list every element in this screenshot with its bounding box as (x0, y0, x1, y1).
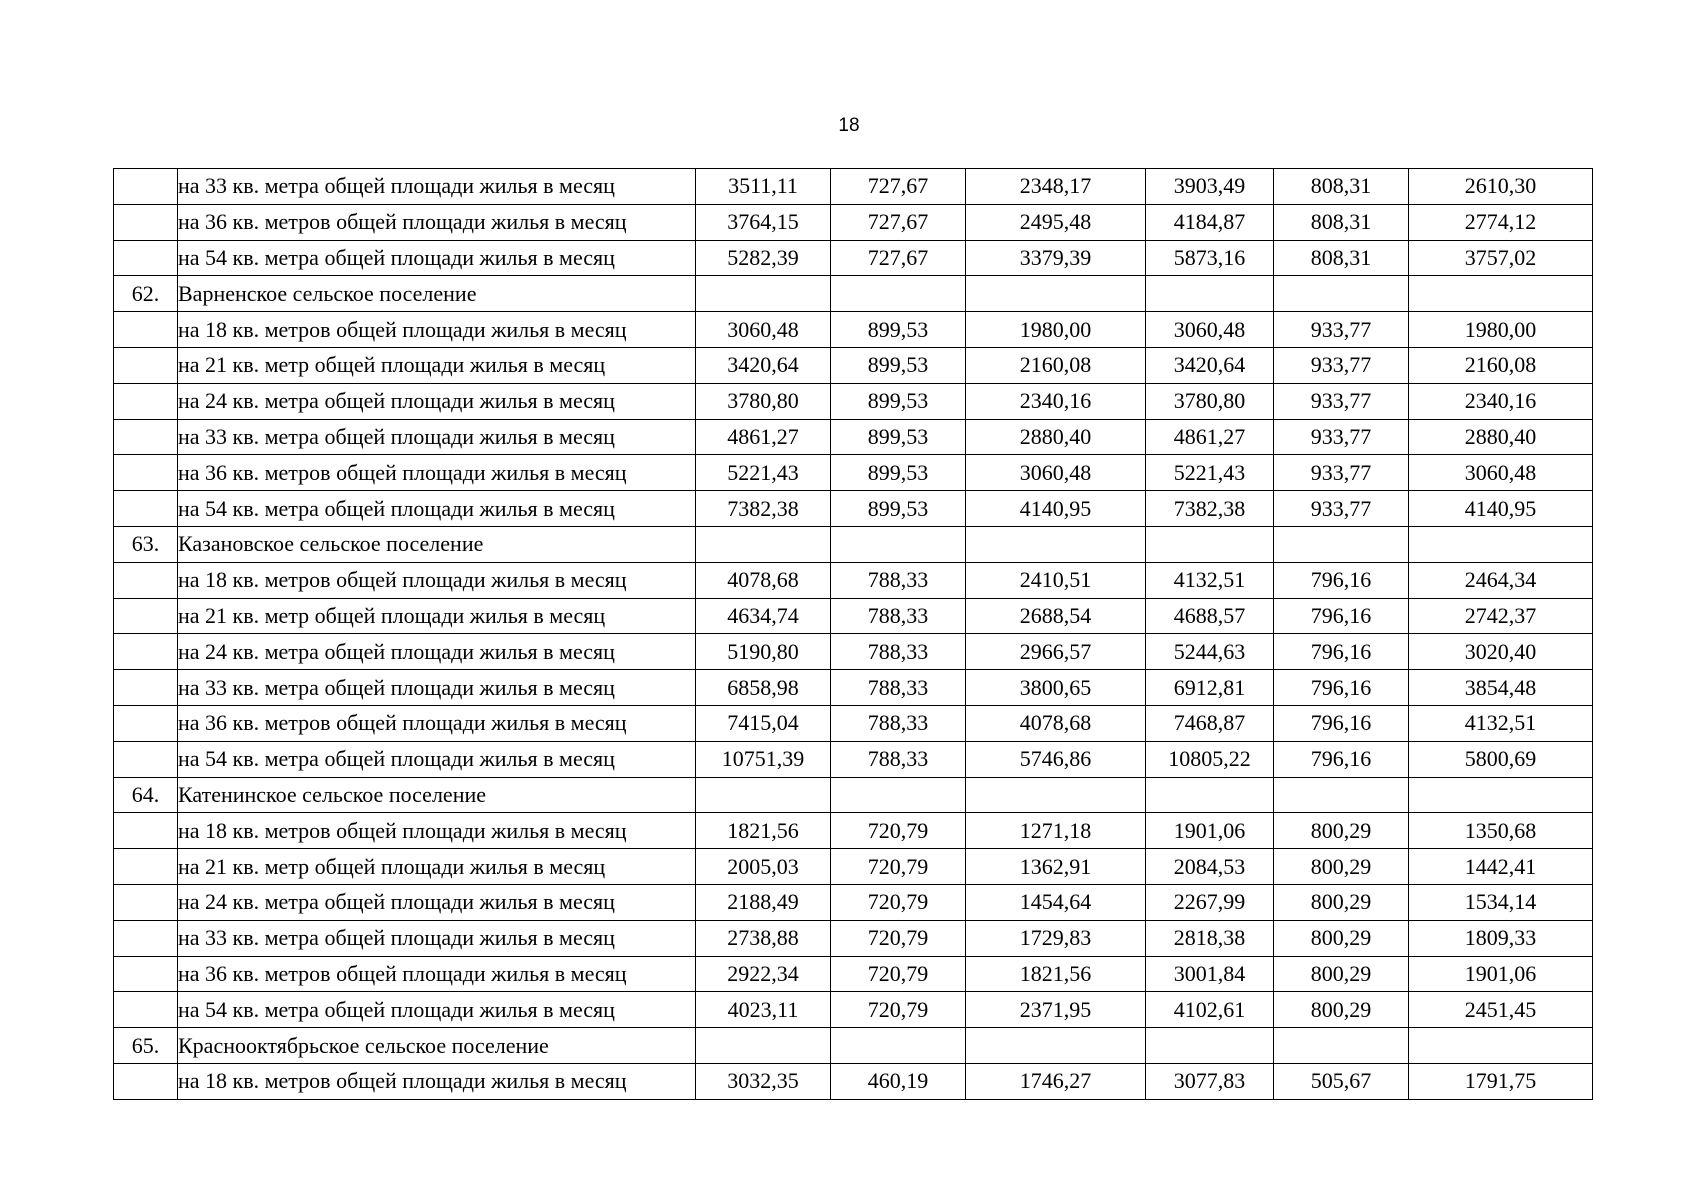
value-cell-col-4: 2818,38 (1146, 920, 1274, 956)
value-cell-col-2: 720,79 (831, 813, 966, 849)
value-cell-col-4: 5221,43 (1146, 455, 1274, 491)
value-cell-col-5: 800,29 (1274, 849, 1409, 885)
row-number-cell (114, 1063, 178, 1099)
settlement-name-cell: Катенинское сельское поселение (178, 777, 696, 813)
value-cell-col-3: 3379,39 (966, 240, 1146, 276)
value-cell-col-5 (1274, 1028, 1409, 1064)
value-cell-col-5: 933,77 (1274, 455, 1409, 491)
value-cell-col-2: 899,53 (831, 312, 966, 348)
norm-description-cell: на 33 кв. метра общей площади жилья в месяц (178, 419, 696, 455)
value-cell-col-4 (1146, 276, 1274, 312)
value-cell-col-1: 6858,98 (696, 670, 831, 706)
value-cell-col-4: 3060,48 (1146, 312, 1274, 348)
settlement-name-cell: Казановское сельское поселение (178, 526, 696, 562)
table-row (114, 383, 1593, 419)
table-row (114, 562, 1593, 598)
value-cell-col-6: 2610,30 (1409, 169, 1593, 205)
value-cell-col-4: 3780,80 (1146, 383, 1274, 419)
value-cell-col-3: 1746,27 (966, 1063, 1146, 1099)
norm-description-cell: на 33 кв. метра общей площади жилья в месяц (178, 920, 696, 956)
row-number-cell: 63. (114, 526, 178, 562)
value-cell-col-1: 7382,38 (696, 491, 831, 527)
row-number-cell (114, 849, 178, 885)
value-cell-col-3 (966, 1028, 1146, 1064)
norm-description-cell: на 33 кв. метра общей площади жилья в месяц (178, 670, 696, 706)
value-cell-col-4 (1146, 1028, 1274, 1064)
norm-description-cell: на 18 кв. метров общей площади жилья в месяц (178, 312, 696, 348)
value-cell-col-2: 720,79 (831, 884, 966, 920)
value-cell-col-5: 808,31 (1274, 240, 1409, 276)
value-cell-col-3: 2966,57 (966, 634, 1146, 670)
value-cell-col-4: 5244,63 (1146, 634, 1274, 670)
value-cell-col-2: 788,33 (831, 705, 966, 741)
row-number-cell (114, 240, 178, 276)
value-cell-col-3: 1454,64 (966, 884, 1146, 920)
table-row (114, 849, 1593, 885)
value-cell-col-2 (831, 1028, 966, 1064)
value-cell-col-5: 796,16 (1274, 634, 1409, 670)
row-number-cell (114, 383, 178, 419)
value-cell-col-3: 2348,17 (966, 169, 1146, 205)
value-cell-col-3: 1271,18 (966, 813, 1146, 849)
value-cell-col-1: 4634,74 (696, 598, 831, 634)
value-cell-col-5 (1274, 526, 1409, 562)
value-cell-col-5: 796,16 (1274, 705, 1409, 741)
value-cell-col-3: 1362,91 (966, 849, 1146, 885)
row-number-cell (114, 992, 178, 1028)
value-cell-col-1: 4078,68 (696, 562, 831, 598)
value-cell-col-3 (966, 276, 1146, 312)
table-row (114, 741, 1593, 777)
value-cell-col-3: 1729,83 (966, 920, 1146, 956)
row-number-cell (114, 204, 178, 240)
row-number-cell (114, 491, 178, 527)
value-cell-col-3 (966, 526, 1146, 562)
row-number-cell (114, 347, 178, 383)
value-cell-col-2: 460,19 (831, 1063, 966, 1099)
value-cell-col-4: 4688,57 (1146, 598, 1274, 634)
norm-description-cell: на 18 кв. метров общей площади жилья в месяц (178, 1063, 696, 1099)
value-cell-col-6: 2742,37 (1409, 598, 1593, 634)
section-header-row (114, 276, 1593, 312)
value-cell-col-1: 3032,35 (696, 1063, 831, 1099)
value-cell-col-3: 2880,40 (966, 419, 1146, 455)
table-row (114, 705, 1593, 741)
value-cell-col-5: 800,29 (1274, 992, 1409, 1028)
settlement-name-cell: Краснооктябрьское сельское поселение (178, 1028, 696, 1064)
value-cell-col-2: 899,53 (831, 383, 966, 419)
table-row (114, 884, 1593, 920)
value-cell-col-5: 796,16 (1274, 741, 1409, 777)
value-cell-col-1: 3420,64 (696, 347, 831, 383)
value-cell-col-2: 727,67 (831, 169, 966, 205)
table-row (114, 312, 1593, 348)
value-cell-col-6: 3854,48 (1409, 670, 1593, 706)
table-row (114, 598, 1593, 634)
value-cell-col-5 (1274, 777, 1409, 813)
norm-description-cell: на 24 кв. метра общей площади жилья в месяц (178, 383, 696, 419)
value-cell-col-4: 3420,64 (1146, 347, 1274, 383)
table-row (114, 204, 1593, 240)
norm-description-cell: на 21 кв. метр общей площади жилья в месяц (178, 849, 696, 885)
value-cell-col-5: 800,29 (1274, 956, 1409, 992)
value-cell-col-4: 3903,49 (1146, 169, 1274, 205)
value-cell-col-5: 796,16 (1274, 598, 1409, 634)
row-number-cell (114, 419, 178, 455)
value-cell-col-1: 2738,88 (696, 920, 831, 956)
norm-description-cell: на 21 кв. метр общей площади жилья в месяц (178, 347, 696, 383)
value-cell-col-4: 2084,53 (1146, 849, 1274, 885)
value-cell-col-3: 2340,16 (966, 383, 1146, 419)
norm-description-cell: на 33 кв. метра общей площади жилья в месяц (178, 169, 696, 205)
value-cell-col-1: 3060,48 (696, 312, 831, 348)
value-cell-col-4: 10805,22 (1146, 741, 1274, 777)
row-number-cell: 65. (114, 1028, 178, 1064)
value-cell-col-6: 2160,08 (1409, 347, 1593, 383)
norm-description-cell: на 18 кв. метров общей площади жилья в месяц (178, 562, 696, 598)
value-cell-col-6: 5800,69 (1409, 741, 1593, 777)
row-number-cell: 62. (114, 276, 178, 312)
section-header-row (114, 1028, 1593, 1064)
value-cell-col-2: 899,53 (831, 347, 966, 383)
value-cell-col-1: 3780,80 (696, 383, 831, 419)
norm-description-cell: на 36 кв. метров общей площади жилья в месяц (178, 705, 696, 741)
value-cell-col-5: 800,29 (1274, 920, 1409, 956)
value-cell-col-6: 2451,45 (1409, 992, 1593, 1028)
row-number-cell (114, 920, 178, 956)
value-cell-col-4: 7382,38 (1146, 491, 1274, 527)
value-cell-col-2: 788,33 (831, 598, 966, 634)
value-cell-col-3: 4140,95 (966, 491, 1146, 527)
table-row (114, 347, 1593, 383)
value-cell-col-2: 720,79 (831, 849, 966, 885)
value-cell-col-6: 1980,00 (1409, 312, 1593, 348)
value-cell-col-2 (831, 276, 966, 312)
value-cell-col-1: 5282,39 (696, 240, 831, 276)
norm-description-cell: на 21 кв. метр общей площади жилья в месяц (178, 598, 696, 634)
value-cell-col-3: 2410,51 (966, 562, 1146, 598)
settlement-name-cell: Варненское сельское поселение (178, 276, 696, 312)
value-cell-col-5: 505,67 (1274, 1063, 1409, 1099)
value-cell-col-3: 2371,95 (966, 992, 1146, 1028)
row-number-cell (114, 670, 178, 706)
value-cell-col-1: 2922,34 (696, 956, 831, 992)
value-cell-col-5: 796,16 (1274, 670, 1409, 706)
table-body (114, 169, 1593, 1100)
row-number-cell (114, 884, 178, 920)
value-cell-col-5: 808,31 (1274, 169, 1409, 205)
row-number-cell: 64. (114, 777, 178, 813)
value-cell-col-5: 796,16 (1274, 562, 1409, 598)
row-number-cell (114, 169, 178, 205)
value-cell-col-2 (831, 777, 966, 813)
value-cell-col-2 (831, 526, 966, 562)
value-cell-col-4: 4102,61 (1146, 992, 1274, 1028)
norm-description-cell: на 24 кв. метра общей площади жилья в месяц (178, 634, 696, 670)
table-row (114, 169, 1593, 205)
value-cell-col-1 (696, 1028, 831, 1064)
value-cell-col-3: 2160,08 (966, 347, 1146, 383)
norm-description-cell: на 54 кв. метра общей площади жилья в месяц (178, 491, 696, 527)
value-cell-col-6: 3020,40 (1409, 634, 1593, 670)
value-cell-col-1: 10751,39 (696, 741, 831, 777)
norm-description-cell: на 24 кв. метра общей площади жилья в месяц (178, 884, 696, 920)
table-row (114, 813, 1593, 849)
value-cell-col-3: 2688,54 (966, 598, 1146, 634)
value-cell-col-4: 3077,83 (1146, 1063, 1274, 1099)
row-number-cell (114, 956, 178, 992)
value-cell-col-4: 6912,81 (1146, 670, 1274, 706)
value-cell-col-5: 933,77 (1274, 312, 1409, 348)
value-cell-col-5: 800,29 (1274, 884, 1409, 920)
value-cell-col-1: 5221,43 (696, 455, 831, 491)
norm-description-cell: на 36 кв. метров общей площади жилья в месяц (178, 204, 696, 240)
value-cell-col-5 (1274, 276, 1409, 312)
value-cell-col-3: 1821,56 (966, 956, 1146, 992)
value-cell-col-5: 808,31 (1274, 204, 1409, 240)
value-cell-col-6: 1791,75 (1409, 1063, 1593, 1099)
row-number-cell (114, 598, 178, 634)
value-cell-col-6: 4132,51 (1409, 705, 1593, 741)
value-cell-col-1: 4861,27 (696, 419, 831, 455)
value-cell-col-4: 4132,51 (1146, 562, 1274, 598)
table-row (114, 920, 1593, 956)
norm-description-cell: на 36 кв. метров общей площади жилья в месяц (178, 455, 696, 491)
table-row (114, 240, 1593, 276)
value-cell-col-6: 2774,12 (1409, 204, 1593, 240)
value-cell-col-1: 7415,04 (696, 705, 831, 741)
value-cell-col-5: 933,77 (1274, 491, 1409, 527)
section-header-row (114, 526, 1593, 562)
value-cell-col-3: 5746,86 (966, 741, 1146, 777)
value-cell-col-3 (966, 777, 1146, 813)
value-cell-col-6: 1809,33 (1409, 920, 1593, 956)
value-cell-col-1 (696, 777, 831, 813)
table-row (114, 419, 1593, 455)
value-cell-col-4: 5873,16 (1146, 240, 1274, 276)
row-number-cell (114, 705, 178, 741)
value-cell-col-2: 899,53 (831, 491, 966, 527)
section-header-row (114, 777, 1593, 813)
table-row (114, 634, 1593, 670)
row-number-cell (114, 634, 178, 670)
value-cell-col-2: 899,53 (831, 419, 966, 455)
value-cell-col-5: 800,29 (1274, 813, 1409, 849)
table-row (114, 455, 1593, 491)
table-row (114, 670, 1593, 706)
value-cell-col-5: 933,77 (1274, 383, 1409, 419)
value-cell-col-6 (1409, 526, 1593, 562)
value-cell-col-3: 3800,65 (966, 670, 1146, 706)
value-cell-col-4 (1146, 526, 1274, 562)
value-cell-col-2: 788,33 (831, 634, 966, 670)
row-number-cell (114, 813, 178, 849)
tariff-table (113, 168, 1593, 1100)
value-cell-col-6: 3757,02 (1409, 240, 1593, 276)
value-cell-col-4 (1146, 777, 1274, 813)
value-cell-col-3: 1980,00 (966, 312, 1146, 348)
value-cell-col-2: 899,53 (831, 455, 966, 491)
value-cell-col-2: 720,79 (831, 956, 966, 992)
value-cell-col-5: 933,77 (1274, 347, 1409, 383)
value-cell-col-4: 4861,27 (1146, 419, 1274, 455)
value-cell-col-4: 2267,99 (1146, 884, 1274, 920)
norm-description-cell: на 54 кв. метра общей площади жилья в месяц (178, 992, 696, 1028)
value-cell-col-1: 3764,15 (696, 204, 831, 240)
value-cell-col-1: 3511,11 (696, 169, 831, 205)
value-cell-col-3: 4078,68 (966, 705, 1146, 741)
row-number-cell (114, 562, 178, 598)
value-cell-col-6: 3060,48 (1409, 455, 1593, 491)
value-cell-col-6: 1534,14 (1409, 884, 1593, 920)
value-cell-col-5: 933,77 (1274, 419, 1409, 455)
value-cell-col-6: 2340,16 (1409, 383, 1593, 419)
value-cell-col-1: 4023,11 (696, 992, 831, 1028)
norm-description-cell: на 36 кв. метров общей площади жилья в месяц (178, 956, 696, 992)
table-row (114, 956, 1593, 992)
value-cell-col-2: 720,79 (831, 920, 966, 956)
value-cell-col-6 (1409, 777, 1593, 813)
value-cell-col-1: 5190,80 (696, 634, 831, 670)
value-cell-col-1 (696, 526, 831, 562)
page-number: 18 (838, 115, 860, 136)
row-number-cell (114, 741, 178, 777)
norm-description-cell: на 54 кв. метра общей площади жилья в месяц (178, 741, 696, 777)
value-cell-col-6: 1442,41 (1409, 849, 1593, 885)
value-cell-col-1: 2005,03 (696, 849, 831, 885)
value-cell-col-6: 1901,06 (1409, 956, 1593, 992)
row-number-cell (114, 312, 178, 348)
norm-description-cell: на 54 кв. метра общей площади жилья в месяц (178, 240, 696, 276)
value-cell-col-4: 4184,87 (1146, 204, 1274, 240)
value-cell-col-3: 2495,48 (966, 204, 1146, 240)
table-row (114, 992, 1593, 1028)
value-cell-col-6 (1409, 1028, 1593, 1064)
value-cell-col-2: 720,79 (831, 992, 966, 1028)
table-row (114, 491, 1593, 527)
value-cell-col-4: 7468,87 (1146, 705, 1274, 741)
value-cell-col-2: 788,33 (831, 670, 966, 706)
value-cell-col-2: 727,67 (831, 240, 966, 276)
value-cell-col-6: 4140,95 (1409, 491, 1593, 527)
value-cell-col-2: 727,67 (831, 204, 966, 240)
norm-description-cell: на 18 кв. метров общей площади жилья в месяц (178, 813, 696, 849)
value-cell-col-2: 788,33 (831, 741, 966, 777)
value-cell-col-3: 3060,48 (966, 455, 1146, 491)
value-cell-col-6: 2464,34 (1409, 562, 1593, 598)
row-number-cell (114, 455, 178, 491)
value-cell-col-1: 1821,56 (696, 813, 831, 849)
value-cell-col-6: 1350,68 (1409, 813, 1593, 849)
value-cell-col-1: 2188,49 (696, 884, 831, 920)
value-cell-col-2: 788,33 (831, 562, 966, 598)
value-cell-col-6 (1409, 276, 1593, 312)
table-row (114, 1063, 1593, 1099)
value-cell-col-6: 2880,40 (1409, 419, 1593, 455)
value-cell-col-1 (696, 276, 831, 312)
value-cell-col-4: 1901,06 (1146, 813, 1274, 849)
value-cell-col-4: 3001,84 (1146, 956, 1274, 992)
